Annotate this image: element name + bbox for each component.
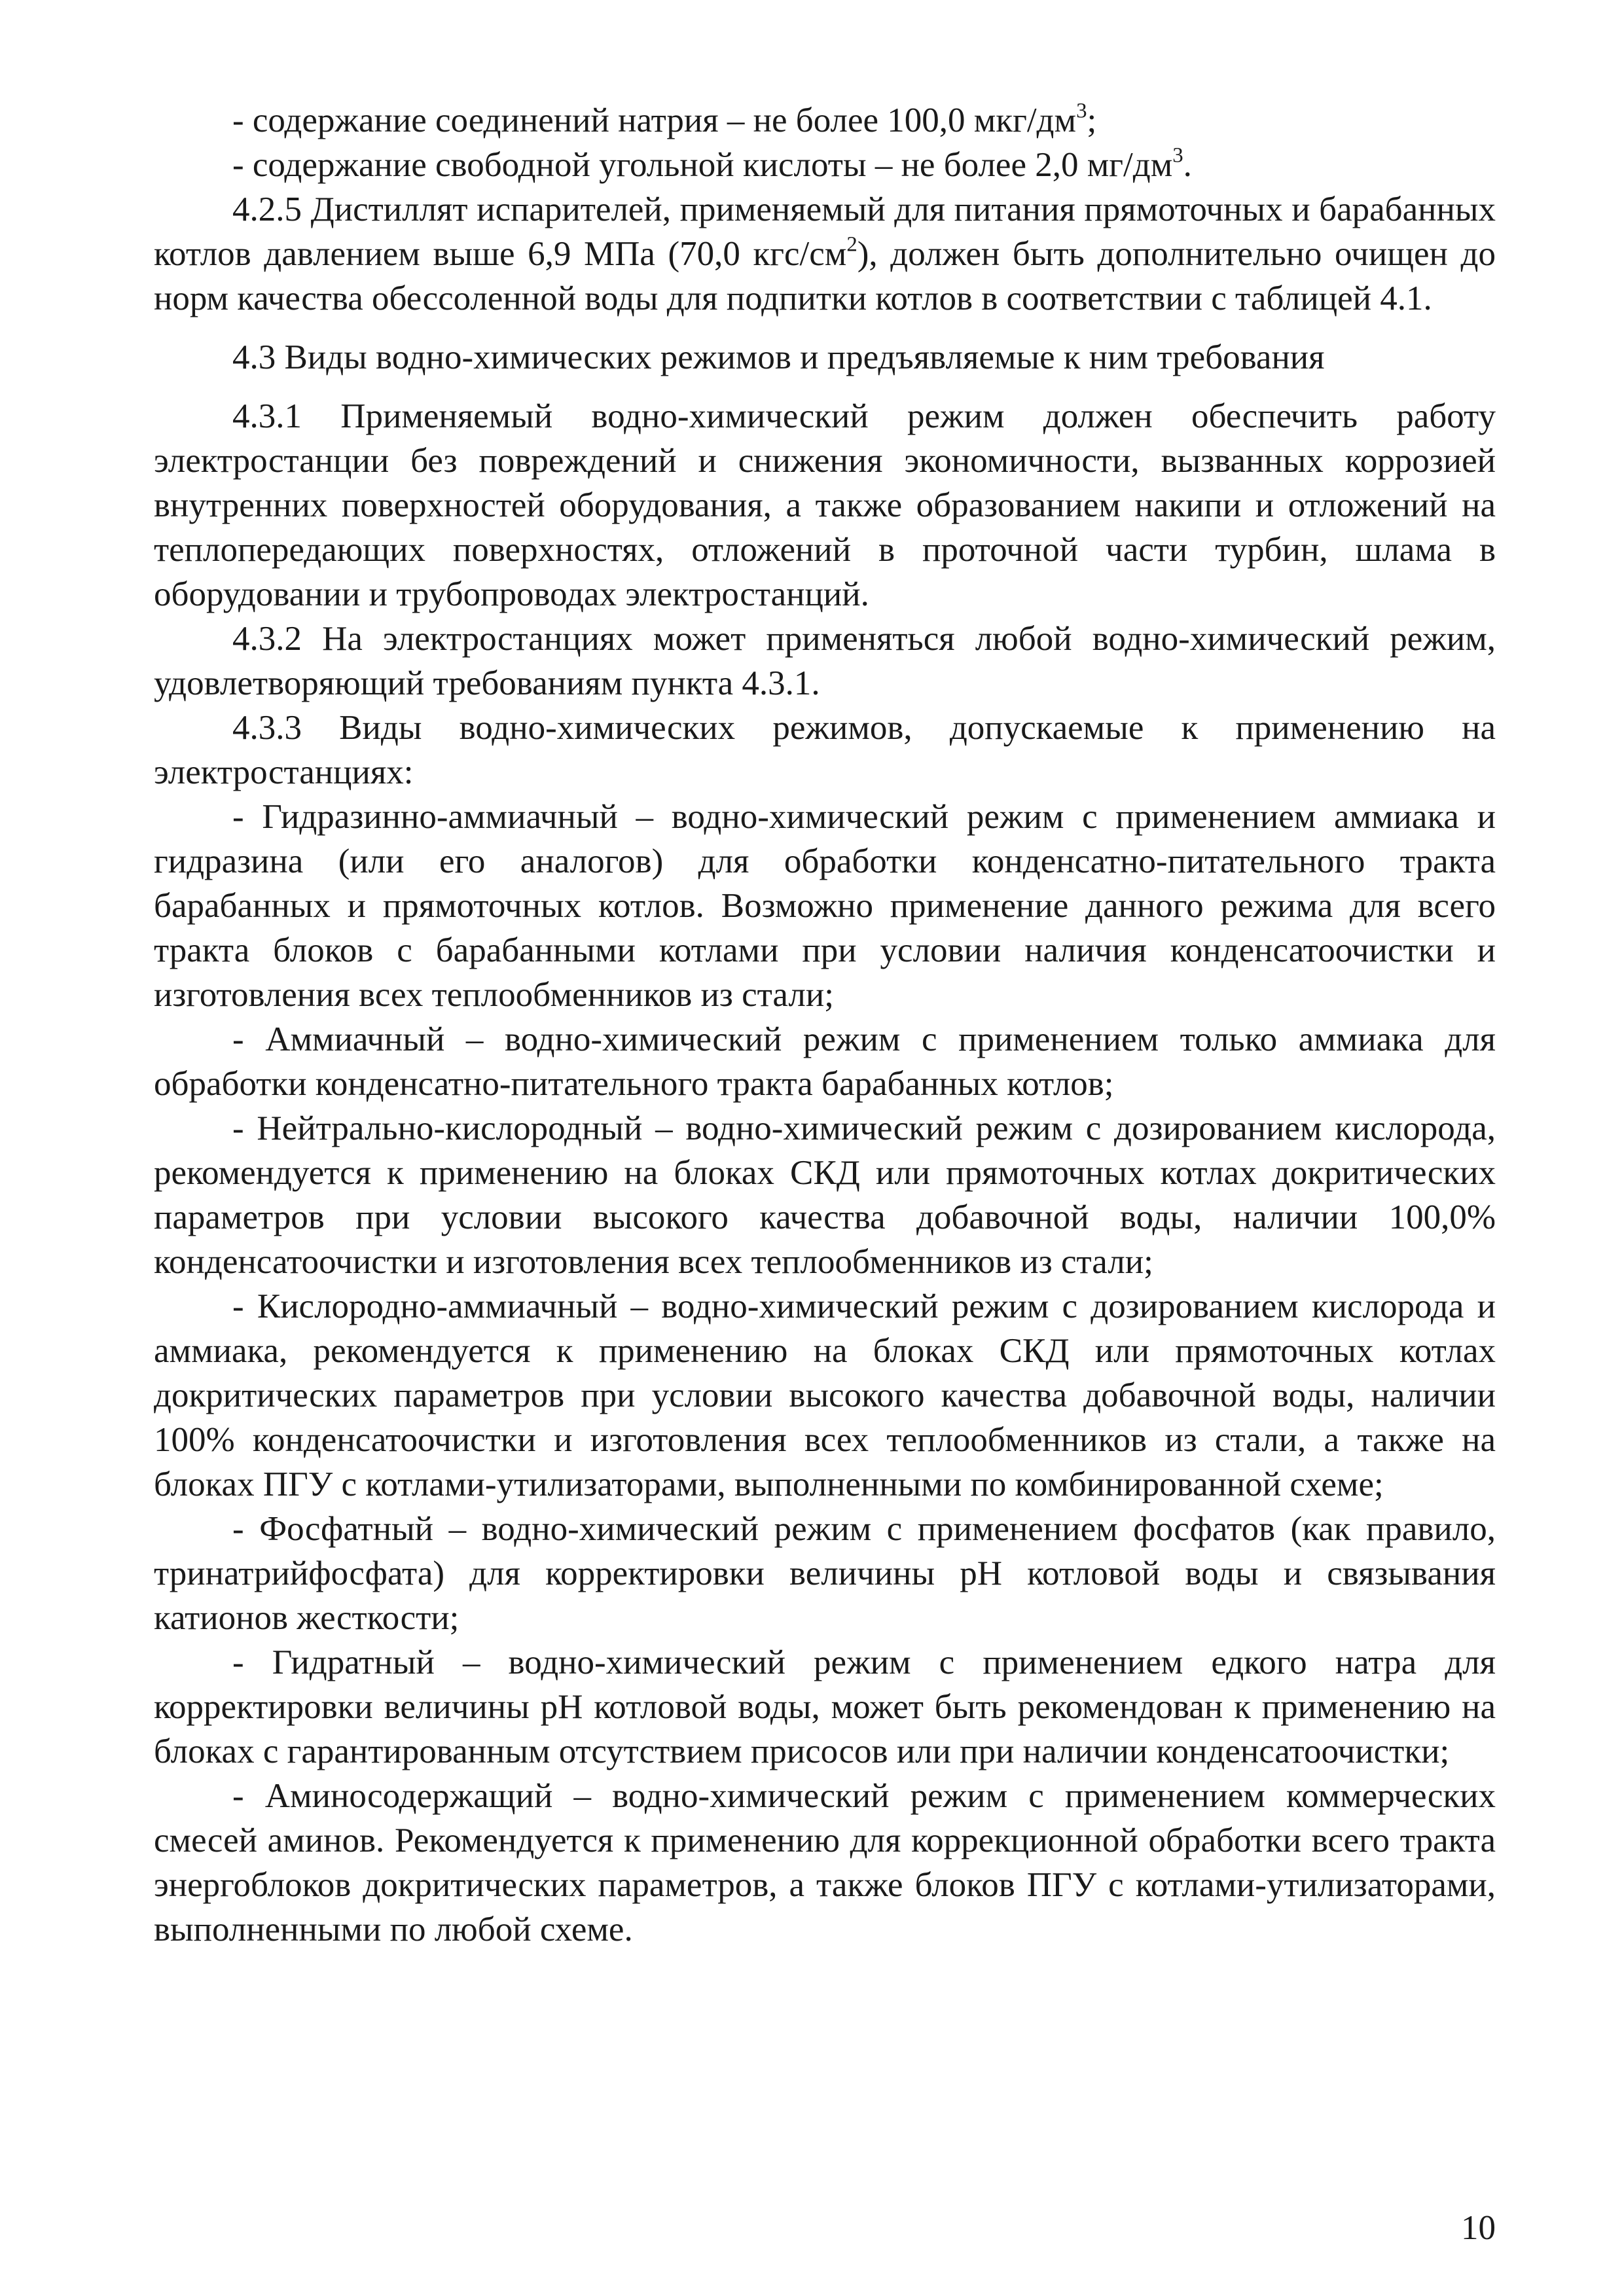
document-body [154, 98, 1496, 1952]
list-item-hydrate: - Гидратный – водно-химический режим с применением едкого натра для корректировки величины pH котловой воды, может быть рекомендован к применению на блоках с гарантированным отсутствием присосов или при наличии конденсатоочистки; [154, 1643, 1496, 1770]
paragraph-4-3-3: 4.3.3 Виды водно-химических режимов, допускаемые к применению на электростанциях: [154, 709, 1496, 791]
page-number: 10 [1461, 2209, 1496, 2247]
paragraph-4-2-5: 4.2.5 Дистиллят испарителей, применяемый для питания прямоточных и барабанных котлов давлением выше 6,9 МПа (70,0 кгс/$см^2$), должен быть дополнительно очищен до норм качества обессоленной воды для подпитки котлов в соответствии с таблицей 4.1. [154, 190, 1496, 317]
paragraph-4-3-1: 4.3.1 Применяемый водно-химический режим должен обеспечить работу электростанции без повреждений и снижения экономичности, вызванных коррозией внутренних поверхностей оборудования, а также образованием накипи и отложений на теплопередающих поверхностях, отложений в проточной части турбин, шлама в оборудовании и трубопроводах электростанций. [154, 397, 1496, 613]
paragraph-4-3-2: 4.3.2 На электростанциях может применяться любой водно-химический режим, удовлетворяющий требованиям пункта 4.3.1. [154, 620, 1496, 702]
list-item-ammonia: - Аммиачный – водно-химический режим с применением только аммиака для обработки конденсатно-питательного тракта барабанных котлов; [154, 1020, 1496, 1103]
list-item-hydrazine-ammonia: - Гидразинно-аммиачный – водно-химический режим с применением аммиака и гидразина (или его аналогов) для обработки конденсатно-питательного тракта барабанных и прямоточных котлов. Возможно применение данного режима для всего тракта блоков с барабанными котлами при условии наличия конденсатоочистки и изготовления всех теплообменников из стали; [154, 798, 1496, 1014]
section-heading-4-3: 4.3 Виды водно-химических режимов и предъявляемые к ним требования [232, 338, 1325, 376]
list-item-phosphate: - Фосфатный – водно-химический режим с применением фосфатов (как правило, тринатрийфосфата) для корректировки величины pH котловой воды и связывания катионов жесткости; [154, 1510, 1496, 1637]
list-item-amine: - Аминосодержащий – водно-химический режим с применением коммерческих смесей аминов. Рекомендуется к применению для коррекционной обработки всего тракта энергоблоков докритических параметров, а также блоков ПГУ с котлами-утилизаторами, выполненными по любой схеме. [154, 1777, 1496, 1948]
list-item-sodium: - содержание соединений натрия – не более 100,0 мкг/$дм^3$; [232, 99, 1097, 139]
list-item-carbonic-acid: - содержание свободной угольной кислоты – не более 2,0 $мг/дм^3$. [232, 143, 1192, 184]
list-item-neutral-oxygen: - Нейтрально-кислородный – водно-химический режим с дозированием кислорода, рекомендуется к применению на блоках СКД или прямоточных котлах докритических параметров при условии высокого качества добавочной воды, наличии 100,0% конденсатоочистки и изготовления всех теплообменников из стали; [154, 1109, 1496, 1281]
list-item-oxygen-ammonia: - Кислородно-аммиачный – водно-химический режим с дозированием кислорода и аммиака, рекомендуется к применению на блоках СКД или прямоточных котлах докритических параметров при условии высокого качества добавочной воды, наличии 100% конденсатоочистки и изготовления всех теплообменников из стали, а также на блоках ПГУ с котлами-утилизаторами, выполненными по комбинированной схеме; [154, 1287, 1496, 1503]
